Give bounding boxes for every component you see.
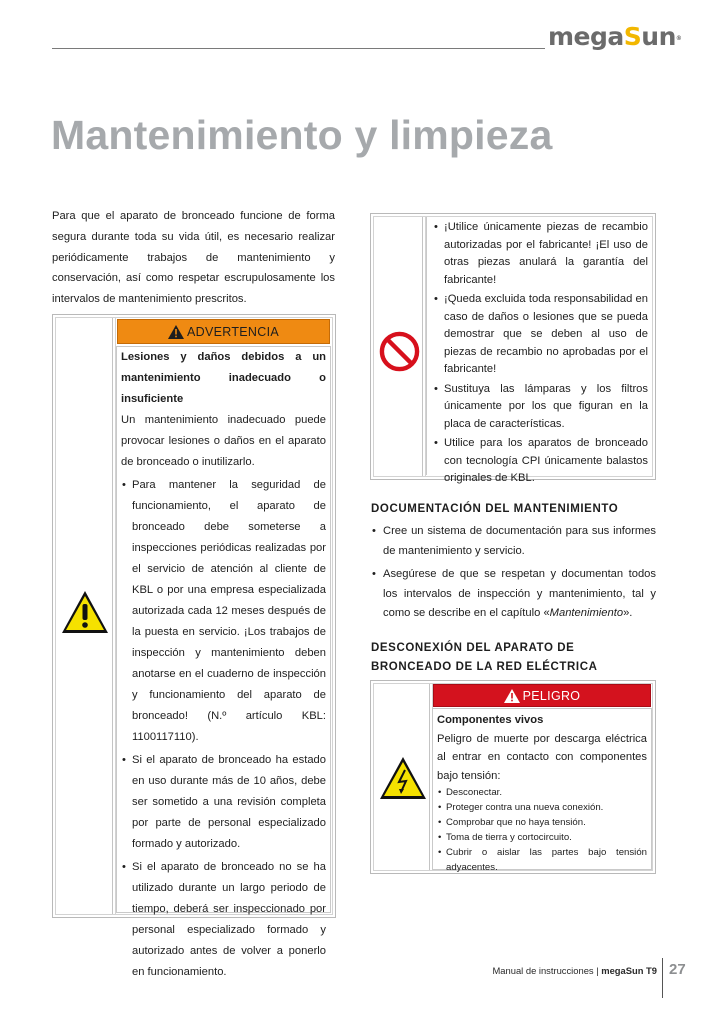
danger-bullet: • Desconectar.	[437, 785, 647, 800]
warning-icon-column	[56, 318, 113, 914]
warning-small-icon	[504, 689, 520, 703]
danger-text: Peligro de muerte por descarga eléctrica al entrar en contacto con componentes bajo tensión:	[437, 732, 647, 782]
footer-manual-label: Manual de instrucciones | megaSun T9	[492, 965, 657, 976]
danger-bullet: • Proteger contra una nueva conexión.	[437, 800, 647, 815]
prohibition-content	[426, 217, 651, 484]
disconnection-heading: DESCONEXIÓN DEL APARATO DE BRONCEADO DE LA RED ELÉCTRICA	[371, 642, 598, 673]
danger-box	[370, 680, 656, 874]
prohibition-bullet: • ¡Utilice únicamente piezas de recambio autorizadas por el fabricante! ¡El uso de otras piezas anulará la garantía del fabricante!	[433, 219, 648, 289]
footer-divider	[662, 958, 663, 998]
danger-lead: Componentes vivos	[437, 714, 544, 726]
warning-bullet: • Si el aparato de bronceado no se ha utilizado durante un largo periodo de tiempo, deberá ser inspeccionado por personal especializado formado y autorizado antes de volver a ponerlo en funcionamiento.	[121, 857, 326, 983]
warning-bullet: • Si el aparato de bronceado ha estado en uso durante más de 10 años, debe ser sometido a una revisión completa por parte de personal especializado formado y autorizado.	[121, 750, 326, 855]
prohibition-bullets	[433, 219, 648, 488]
page-number: 27	[669, 961, 686, 978]
header-rule	[52, 48, 545, 49]
prohibition-box	[370, 213, 656, 484]
warning-small-icon	[168, 325, 184, 339]
documentation-bullet: • Asegúrese de que se respetan y documentan todos los intervalos de inspección y mantenimiento, tal y como se describe en el capítulo «Mantenimiento».	[371, 565, 656, 624]
warning-box	[52, 314, 336, 978]
warning-banner-label: ADVERTENCIA	[187, 324, 279, 339]
danger-icon-column	[374, 684, 430, 870]
chapter-reference: Mantenimiento	[549, 607, 624, 619]
danger-bullet: • Toma de tierra y cortocircuito.	[437, 830, 647, 845]
documentation-heading: DOCUMENTACIÓN DEL MANTENIMIENTO	[371, 503, 619, 515]
warning-banner	[117, 319, 330, 344]
warning-text: Un mantenimiento inadecuado puede provocar lesiones o daños en el aparato de bronceado o inutilizarlo.	[121, 414, 326, 468]
danger-content	[432, 708, 652, 873]
danger-bullet: • Comprobar que no haya tensión.	[437, 815, 647, 830]
warning-bullets	[121, 475, 326, 983]
danger-bullet: • Cubrir o aislar las partes bajo tensión adyacentes.	[437, 845, 647, 875]
electric-hazard-icon	[379, 756, 427, 800]
prohibition-icon-column	[374, 217, 423, 476]
danger-banner	[433, 684, 651, 707]
footer-product: megaSun T9	[601, 965, 657, 976]
prohibition-icon	[379, 331, 420, 372]
warning-bullet: • Para mantener la seguridad de funcionamiento, el aparato de bronceado debe someterse a inspecciones periódicas realizadas por el servicio de atención al cliente de KBL o por una empresa especializada autorizada cada 12 meses después de la puesta en servicio. ¡Los trabajos de inspección y mantenimiento deben anotarse en el cuaderno de inspección y funcionamiento del aparato de bronceado! (N.º artículo KBL: 1100117110).	[121, 475, 326, 748]
danger-banner-label: PELIGRO	[522, 688, 581, 703]
warning-content	[116, 346, 331, 978]
megasun-logo: megaSun®	[548, 22, 682, 51]
warning-triangle-icon	[61, 590, 109, 634]
prohibition-bullet: • Sustituya las lámparas y los filtros únicamente por los que figuran en la placa de características.	[433, 381, 648, 434]
intro-paragraph: Para que el aparato de bronceado funcione de forma segura durante toda su vida útil, es necesario realizar periódicamente trabajos de mantenimiento y conservación, así como respetar escrupulosamente los intervalos de mantenimiento prescritos.	[52, 210, 335, 306]
documentation-bullets	[371, 522, 656, 628]
prohibition-bullet: • Utilice para los aparatos de bronceado con tecnología CPI únicamente balastos originales de KBL.	[433, 435, 648, 488]
page-title: Mantenimiento y limpieza	[51, 112, 553, 158]
prohibition-bullet: • ¡Queda excluida toda responsabilidad en caso de daños o lesiones que se pueda demostrar que se deben al uso de piezas de recambio no aprobadas por el fabricante!	[433, 291, 648, 379]
danger-bullets	[437, 785, 647, 875]
documentation-bullet: • Cree un sistema de documentación para sus informes de mantenimiento y servicio.	[371, 522, 656, 561]
warning-lead: Lesiones y daños debidos a un mantenimiento inadecuado o insuficiente	[121, 351, 326, 405]
